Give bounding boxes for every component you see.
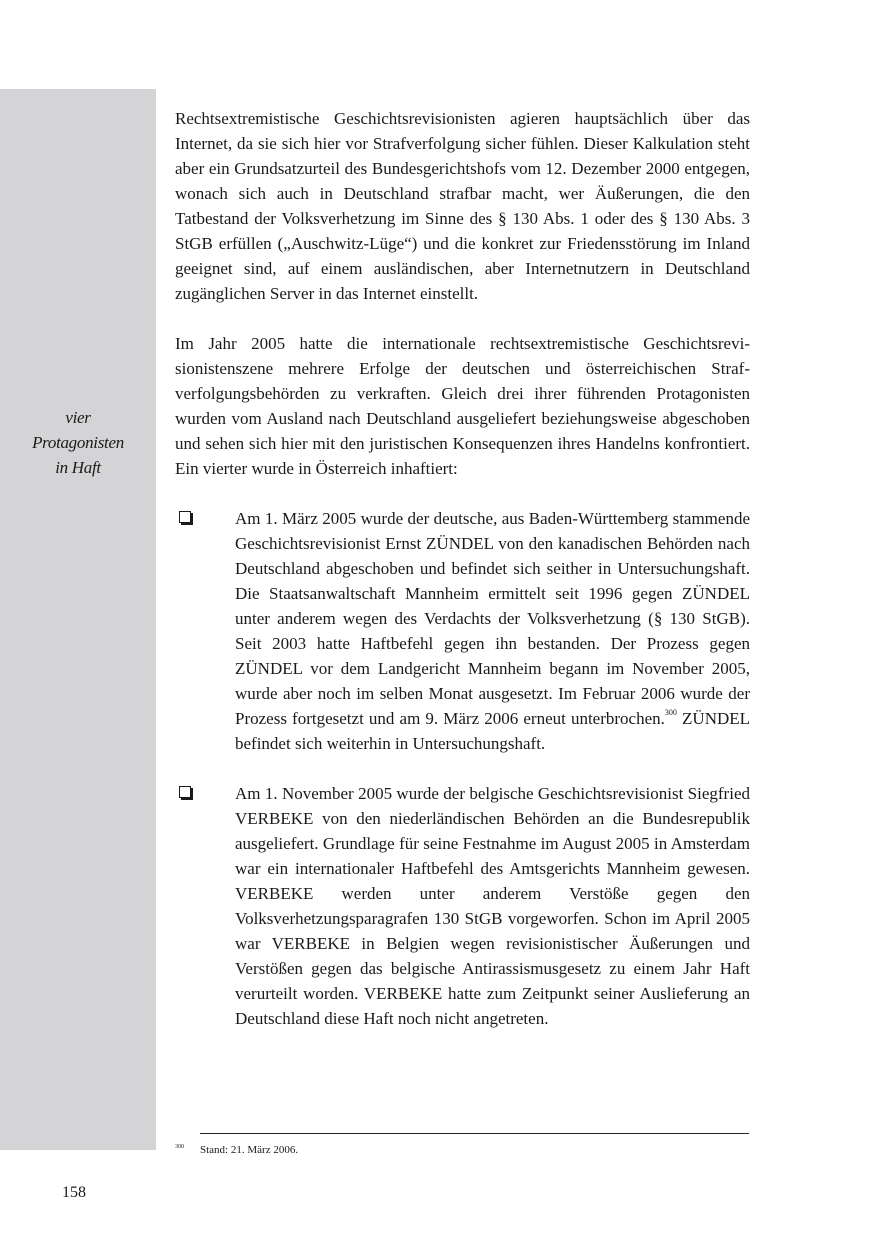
margin-note-line: Protagonisten (32, 433, 124, 452)
margin-note-line: vier (65, 408, 91, 427)
margin-bar (0, 89, 156, 1150)
footnote-reference[interactable]: 300 (664, 708, 677, 717)
footnote-number: 300 (175, 1144, 184, 1150)
checkbox-bullet-icon (179, 786, 191, 798)
footnote-text: Stand: 21. März 2006. (200, 1144, 299, 1156)
paragraph: Im Jahr 2005 hatte die internationale rechtsextremistische Geschichtsrevisionistenszene mehrere Erfolge der deutschen und österreichischen Strafverfolgungsbehörden zu verkraften. Gleich drei ihrer führenden Protagonisten wurden vom Ausland nach Deutschland ausgeliefert beziehungsweise abgeschoben und sehen sich hier mit den juristischen Konsequenzen ihres Handelns konfrontiert. Ein vierter wurde in Österreich inhaftiert: (175, 334, 750, 478)
page-number: 158 (62, 1184, 86, 1201)
footnote (175, 1140, 298, 1157)
margin-note-line: in Haft (55, 458, 101, 477)
list-item (175, 781, 750, 1031)
list-item-text: Am 1. November 2005 wurde der belgische Geschichtsrevisionist Siegfried VERBEKE von den niederländischen Behörden an die Bundesrepublik ausgeliefert. Grundlage für seine Festnahme im August 2005 in Amsterdam war ein internationaler Haftbefehl des Amtsgerichts Mannheim gewesen. VERBEKE werden unter anderem Verstöße gegen den Volksverhetzungsparagrafen 130 StGB vorgeworfen. Schon im April 2005 war VERBEKE in Belgien wegen revisionistischer Äußerungen und Verstößen gegen das belgische Antirassismusgesetz zu einem Jahr Haft verurteilt worden. VERBEKE hatte zum Zeitpunkt seiner Auslieferung an Deutschland diese Haft noch nicht angetreten. (235, 784, 750, 1028)
main-text (175, 106, 750, 1056)
checkbox-bullet-icon (179, 511, 191, 523)
paragraph: Rechtsextremistische Geschichtsrevisionisten agieren hauptsächlich über das Internet, da sie sich hier vor Strafverfolgung sicher fühlen. Dieser Kalkulation steht aber ein Grundsatzurteil des Bundesgerichtshofs vom 12. Dezember 2000 entgegen, wonach sich auch in Deutschland strafbar macht, wer Äußerungen, die den Tatbestand der Volksverhetzung im Sinne des § 130 Abs. 1 oder des § 130 Abs. 3 StGB erfüllen („Auschwitz-Lüge“) und die konkret zur Friedensstörung im Inland geeignet sind, auf einem ausländischen, aber Internetnutzern in Deutschland zugänglichen Server in das Internet einstellt. (175, 109, 750, 303)
list-item (175, 506, 750, 756)
list-item-text: Am 1. März 2005 wurde der deutsche, aus Baden-Württemberg stammende Geschichtsrevisionist Ernst ZÜNDEL von den kanadischen Behörden nach Deutschland abgeschoben und befindet sich seither in Untersuchungshaft. Die Staatsanwaltschaft Mannheim ermittelt seit 1996 gegen ZÜNDEL unter anderem wegen des Verdachts der Volksverhetzung (§ 130 StGB). Seit 2003 hatte Haftbefehl gegen ihn bestanden. Der Prozess gegen ZÜNDEL vor dem Landgericht Mannheim begann im November 2005, wurde aber noch im selben Monat ausgesetzt. Im Februar 2006 wurde der Prozess fortgesetzt und am 9. März 2006 erneut unterbrochen. (235, 509, 750, 728)
footnote-divider (200, 1133, 749, 1134)
margin-note (0, 405, 156, 480)
list-item-text-continued: ZÜNDEL befindet sich weiterhin in Untersuchungshaft. (235, 709, 751, 753)
